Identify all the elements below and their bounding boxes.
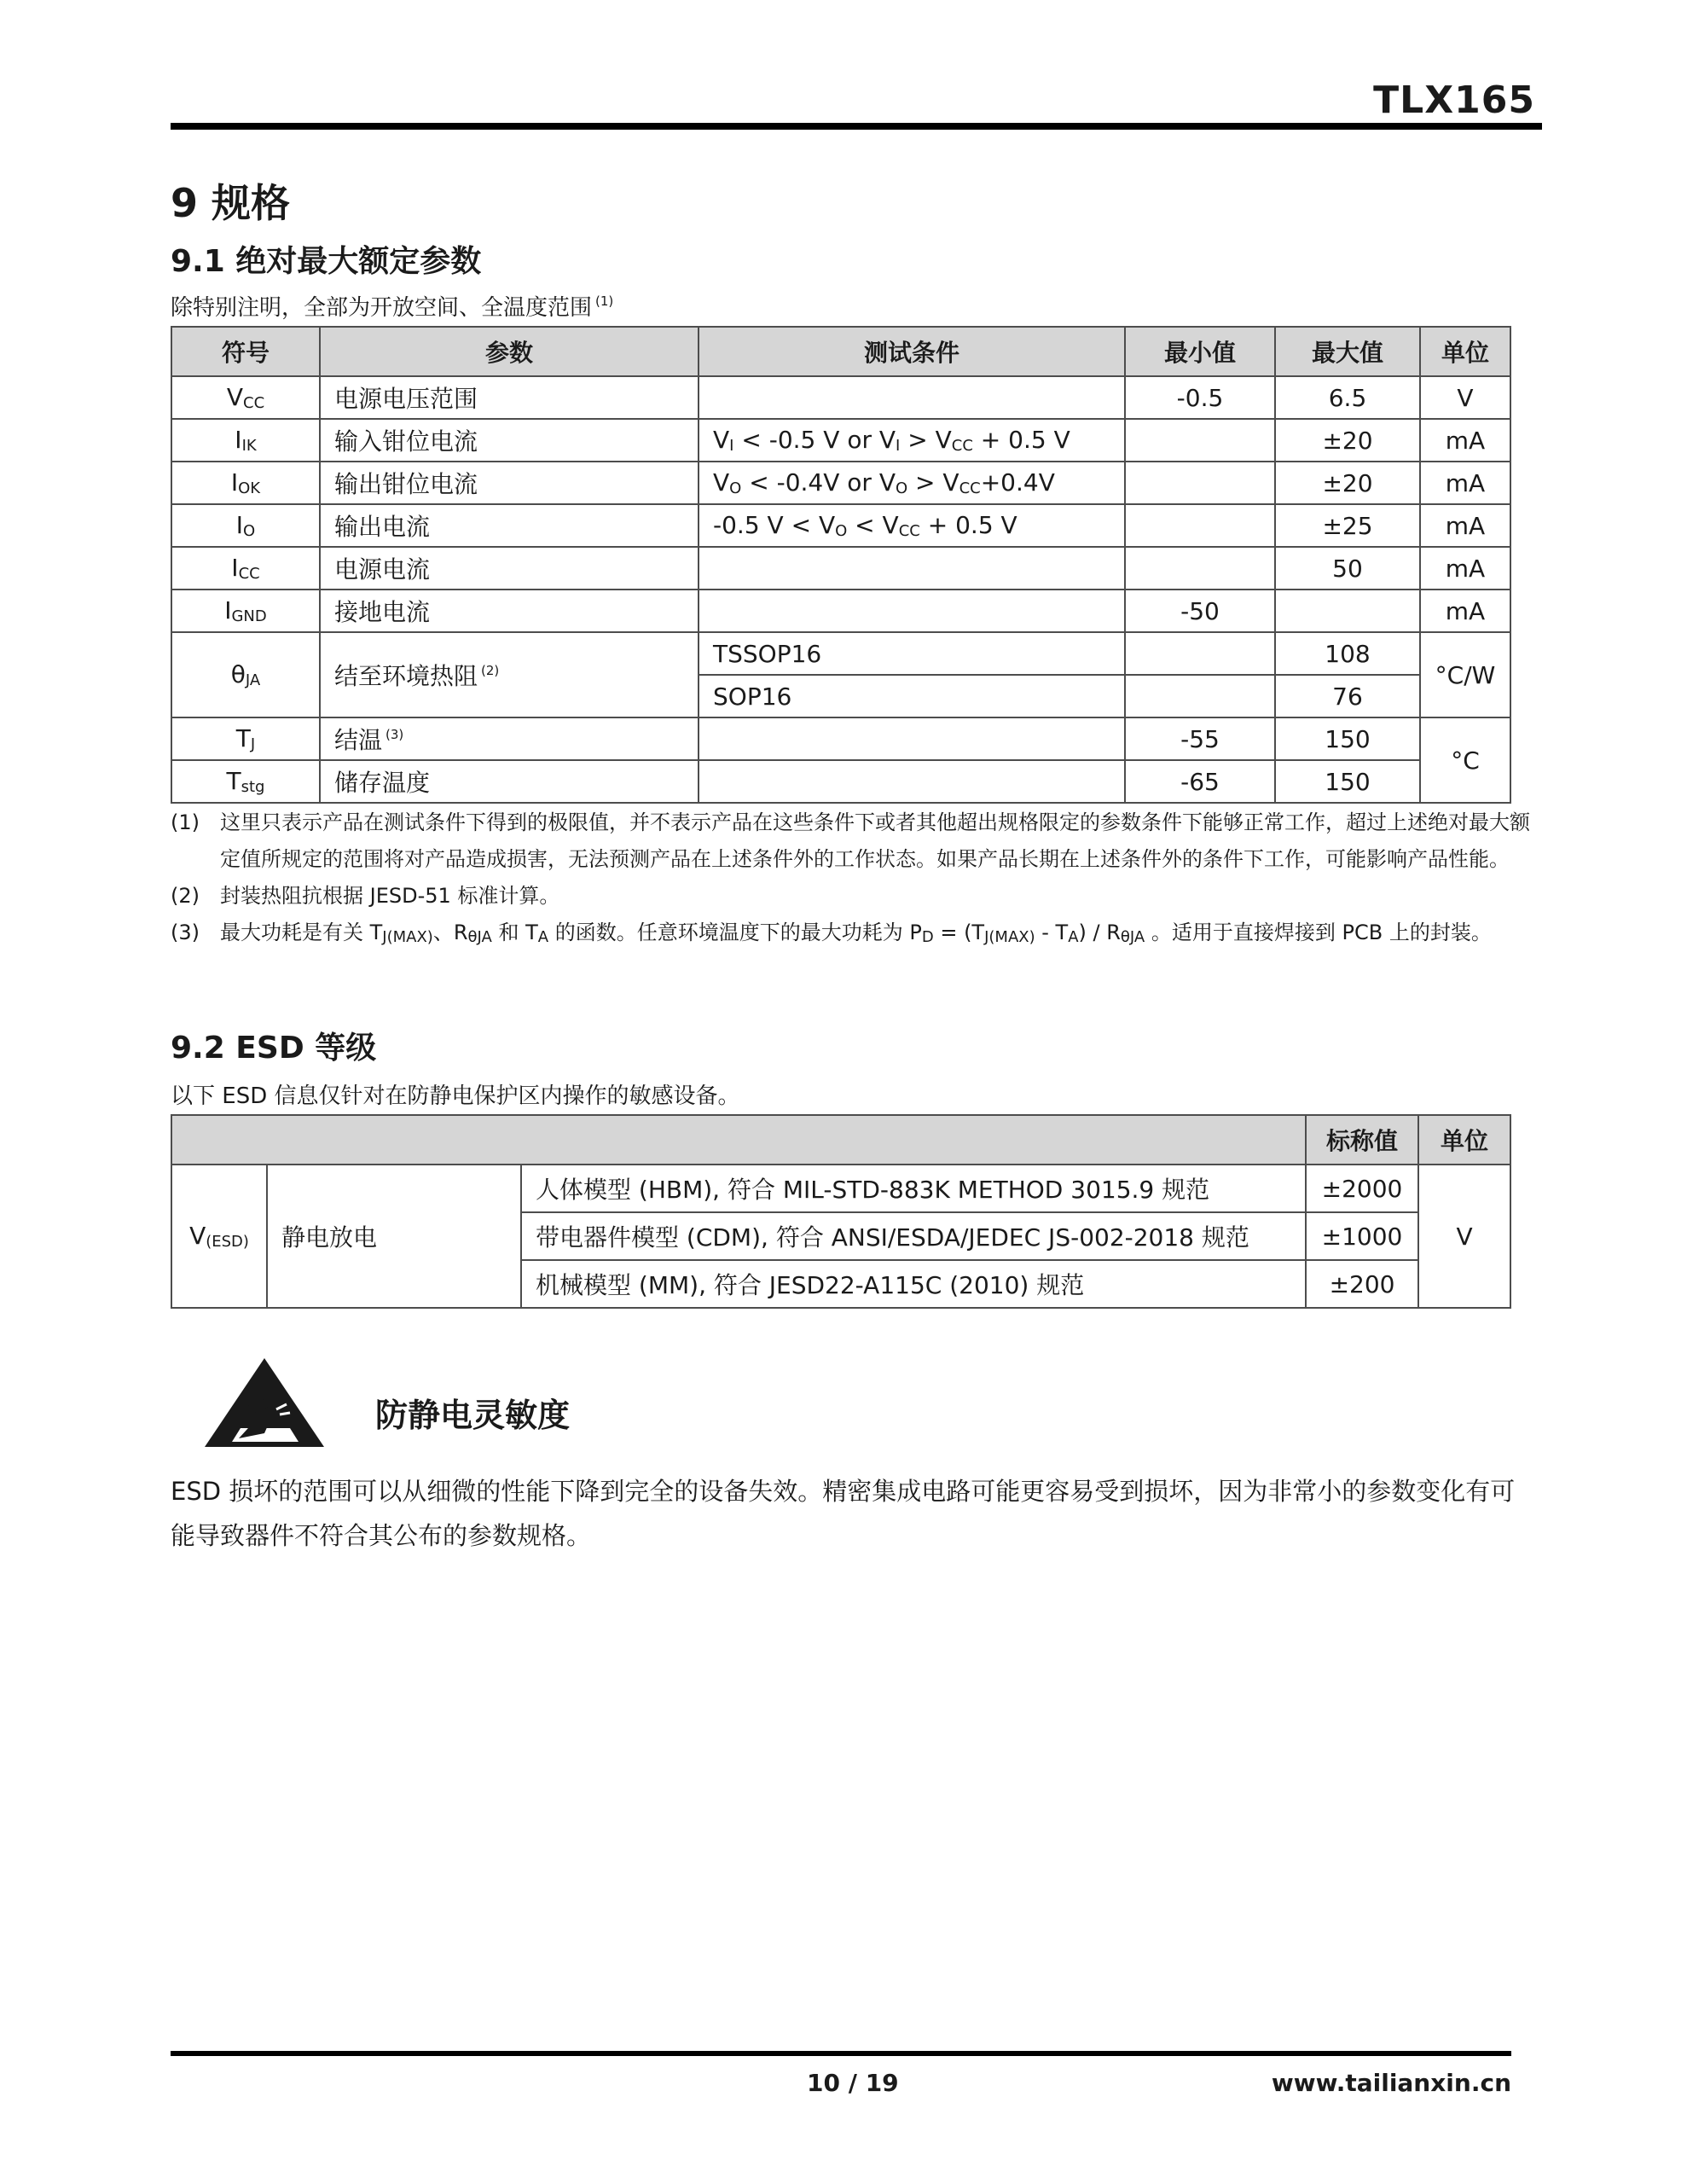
website-link[interactable]: www.tailianxin.cn: [1271, 2069, 1511, 2097]
table-row: [171, 1165, 1510, 1212]
min-cell: [1125, 504, 1275, 547]
model-cell: 带电器件模型 (CDM), 符合 ANSI/ESDA/JEDEC JS-002-2018 规范: [521, 1212, 1306, 1260]
table-row: [171, 419, 1510, 462]
unit-cell: °C/W: [1420, 632, 1510, 717]
footnote-3: [171, 915, 1544, 956]
max-cell: ±20: [1275, 419, 1420, 462]
section-title: 9 规格: [171, 180, 291, 226]
condition-cell: $V_O < -0.4V$ or $V_O > V_{CC}+0.4V$: [699, 462, 1125, 504]
table-row: [171, 632, 1510, 675]
unit-cell: V: [1420, 376, 1510, 419]
parameter-cell: 电源电流: [320, 547, 699, 590]
symbol-cell: $T_J$: [171, 717, 320, 760]
min-cell: -50: [1125, 590, 1275, 632]
col-header-condition: 测试条件: [699, 327, 1125, 376]
parameter-cell: 输出电流: [320, 504, 699, 547]
amr-note: 除特别注明，全部为开放空间、全温度范围 $^{(1)}$: [171, 293, 614, 321]
col-header-parameter: 参数: [320, 327, 699, 376]
condition-cell: SOP16: [699, 675, 1125, 717]
value-cell: ±1000: [1306, 1212, 1418, 1260]
condition-cell: [699, 376, 1125, 419]
table-row: [171, 717, 1510, 760]
col-header-unit: 单位: [1420, 327, 1510, 376]
value-cell: ±200: [1306, 1260, 1418, 1308]
col-header-unit: 单位: [1418, 1115, 1510, 1165]
parameter-cell: 储存温度: [320, 760, 699, 803]
amr-table: [171, 326, 1511, 804]
symbol-cell: $\theta_{JA}$: [171, 632, 320, 717]
footnote-number: (2): [171, 884, 200, 908]
table-row: [171, 590, 1510, 632]
symbol-cell: $V_{(ESD)}$: [171, 1165, 267, 1308]
max-cell: 150: [1275, 717, 1420, 760]
parameter-cell: 结至环境热阻 $^{(2)}$: [320, 632, 699, 717]
subsection-title-esd: 9.2 ESD 等级: [171, 1031, 377, 1066]
header-rule: [171, 123, 1542, 130]
esd-warning-icon: [205, 1356, 333, 1452]
symbol-cell: $I_{GND}$: [171, 590, 320, 632]
model-cell: 机械模型 (MM), 符合 JESD22-A115C (2010) 规范: [521, 1260, 1306, 1308]
table-row: [171, 504, 1510, 547]
max-cell: ±20: [1275, 462, 1420, 504]
max-cell: 50: [1275, 547, 1420, 590]
min-cell: [1125, 675, 1275, 717]
col-header-symbol: 符号: [171, 327, 320, 376]
unit-cell: mA: [1420, 590, 1510, 632]
subsection-title-amr: 9.1 绝对最大额定参数: [171, 244, 482, 279]
condition-cell: $V_I < -0.5$ V or $V_I > V_{CC} + 0.5$ V: [699, 419, 1125, 462]
footnote-text: 最大功耗是有关 $T_{J(MAX)}$、$R_{\theta JA}$ 和 $T_A$ 的函数。任意环境温度下的最大功耗为 $P_D = (T_{J(MAX)} - T_A) / R_{\theta JA}$ 。适用于直接焊接到 PCB 上的封装。: [220, 921, 1492, 946]
symbol-cell: $T_{stg}$: [171, 760, 320, 803]
symbol-cell: $I_{CC}$: [171, 547, 320, 590]
parameter-cell: 接地电流: [320, 590, 699, 632]
unit-cell: mA: [1420, 504, 1510, 547]
parameter-cell: 电源电压范围: [320, 376, 699, 419]
footnote-1: [171, 804, 1544, 878]
unit-cell: °C: [1420, 717, 1510, 803]
condition-cell: [699, 590, 1125, 632]
symbol-cell: $I_{IK}$: [171, 419, 320, 462]
symbol-cell: $I_O$: [171, 504, 320, 547]
footer-rule: [171, 2051, 1511, 2056]
parameter-cell: 静电放电: [267, 1165, 521, 1308]
esd-table: [171, 1114, 1511, 1309]
max-cell: ±25: [1275, 504, 1420, 547]
max-cell: 150: [1275, 760, 1420, 803]
table-row: [171, 376, 1510, 419]
footnote-number: (1): [171, 810, 200, 834]
col-header-blank: [171, 1115, 1306, 1165]
max-cell: 76: [1275, 675, 1420, 717]
col-header-max: 最大值: [1275, 327, 1420, 376]
table-row: [171, 760, 1510, 803]
esd-note: 以下 ESD 信息仅针对在防静电保护区内操作的敏感设备。: [171, 1083, 740, 1109]
parameter-cell: 输出钳位电流: [320, 462, 699, 504]
unit-cell: mA: [1420, 419, 1510, 462]
footnote-2: [171, 878, 1544, 915]
part-number: TLX165: [1373, 78, 1535, 122]
unit-cell: mA: [1420, 462, 1510, 504]
max-cell: [1275, 590, 1420, 632]
condition-cell: [699, 717, 1125, 760]
condition-cell: -0.5 $V < V_O < V_{CC} + 0.5$ V: [699, 504, 1125, 547]
condition-cell: [699, 547, 1125, 590]
symbol-cell: $V_{CC}$: [171, 376, 320, 419]
amr-header-row: [171, 327, 1510, 376]
footnotes: [171, 804, 1544, 956]
esd-header-row: [171, 1115, 1510, 1165]
value-cell: ±2000: [1306, 1165, 1418, 1212]
footnote-text: 封装热阻抗根据 JESD-51 标准计算。: [220, 884, 560, 908]
max-cell: 6.5: [1275, 376, 1420, 419]
table-row: [171, 462, 1510, 504]
footnote-text: 这里只表示产品在测试条件下得到的极限值，并不表示产品在这些条件下或者其他超出规格限定的参数条件下能够正常工作，超过上述绝对最大额定值所规定的范围将对产品造成损害，无法预测产品在上述条件外的工作状态。如果产品长期在上述条件外的条件下工作，可能影响产品性能。: [220, 810, 1530, 871]
symbol-cell: $I_{OK}$: [171, 462, 320, 504]
min-cell: -0.5: [1125, 376, 1275, 419]
parameter-cell: 输入钳位电流: [320, 419, 699, 462]
max-cell: 108: [1275, 632, 1420, 675]
unit-cell: V: [1418, 1165, 1510, 1308]
table-row: [171, 547, 1510, 590]
model-cell: 人体模型 (HBM), 符合 MIL-STD-883K METHOD 3015.9 规范: [521, 1165, 1306, 1212]
min-cell: [1125, 462, 1275, 504]
esd-caution-title: 防静电灵敏度: [375, 1397, 571, 1434]
esd-caution-body: ESD 损坏的范围可以从细微的性能下降到完全的设备失效。精密集成电路可能更容易受到损坏，因为非常小的参数变化有可能导致器件不符合其公布的参数规格。: [171, 1477, 1516, 1550]
min-cell: -65: [1125, 760, 1275, 803]
min-cell: [1125, 419, 1275, 462]
page-number: 10 / 19: [807, 2069, 899, 2097]
condition-cell: [699, 760, 1125, 803]
min-cell: [1125, 632, 1275, 675]
min-cell: [1125, 547, 1275, 590]
footnote-number: (3): [171, 921, 200, 944]
col-header-nominal: 标称值: [1306, 1115, 1418, 1165]
condition-cell: TSSOP16: [699, 632, 1125, 675]
col-header-min: 最小值: [1125, 327, 1275, 376]
parameter-cell: 结温 $^{(3)}$: [320, 717, 699, 760]
unit-cell: mA: [1420, 547, 1510, 590]
min-cell: -55: [1125, 717, 1275, 760]
